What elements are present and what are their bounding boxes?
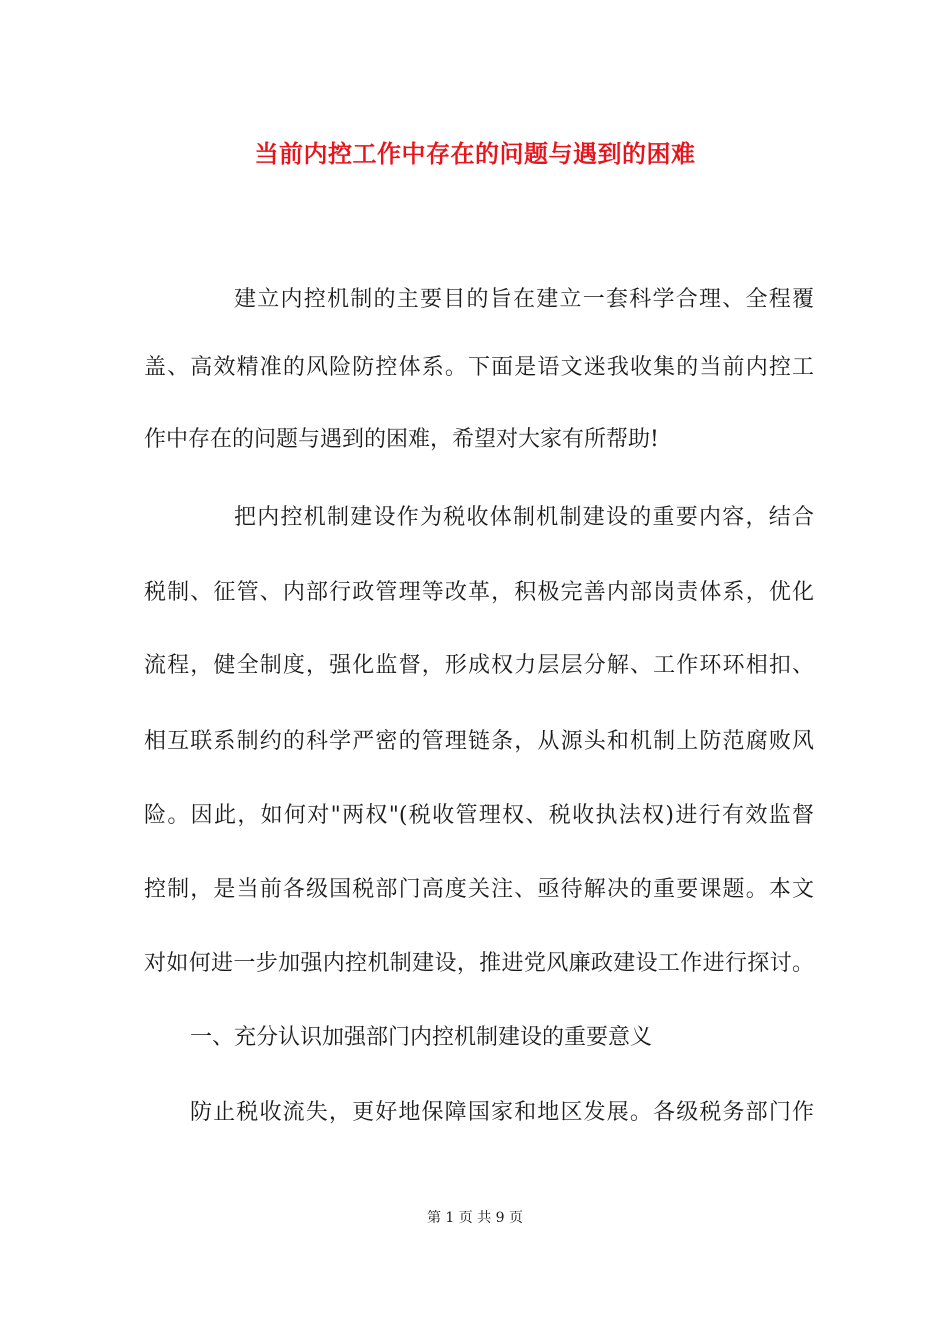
paragraph-2-line-7: 对如何进一步加强内控机制建设，推进党风廉政建设工作进行探讨。 (144, 951, 814, 976)
paragraph-2-line-3: 流程，健全制度，强化监督，形成权力层层分解、工作环环相扣、 (144, 653, 814, 678)
paragraph-1-line-1: 建立内控机制的主要目的旨在建立一套科学合理、全程覆 (234, 287, 814, 312)
paragraph-2-line-5: 险。因此，如何对"两权"(税收管理权、税收执法权)进行有效监督 (144, 803, 814, 828)
paragraph-2-line-6: 控制，是当前各级国税部门高度关注、亟待解决的重要课题。本文 (144, 877, 814, 902)
paragraph-2-line-4: 相互联系制约的科学严密的管理链条，从源头和机制上防范腐败风 (144, 729, 814, 754)
paragraph-1-line-2: 盖、高效精准的风险防控体系。下面是语文迷我收集的当前内控工 (144, 355, 814, 380)
section-heading-1: 一、充分认识加强部门内控机制建设的重要意义 (190, 1025, 653, 1050)
document-title: 当前内控工作中存在的问题与遇到的困难 (254, 139, 696, 168)
paragraph-2-line-1: 把内控机制建设作为税收体制机制建设的重要内容，结合 (234, 505, 814, 530)
page-number: 第 1 页 共 9 页 (426, 1210, 524, 1226)
paragraph-2-line-2: 税制、征管、内部行政管理等改革，积极完善内部岗责体系，优化 (144, 580, 814, 605)
paragraph-1-line-3: 作中存在的问题与遇到的困难，希望对大家有所帮助! (144, 427, 659, 452)
paragraph-3-line-1: 防止税收流失，更好地保障国家和地区发展。各级税务部门作 (190, 1100, 814, 1125)
